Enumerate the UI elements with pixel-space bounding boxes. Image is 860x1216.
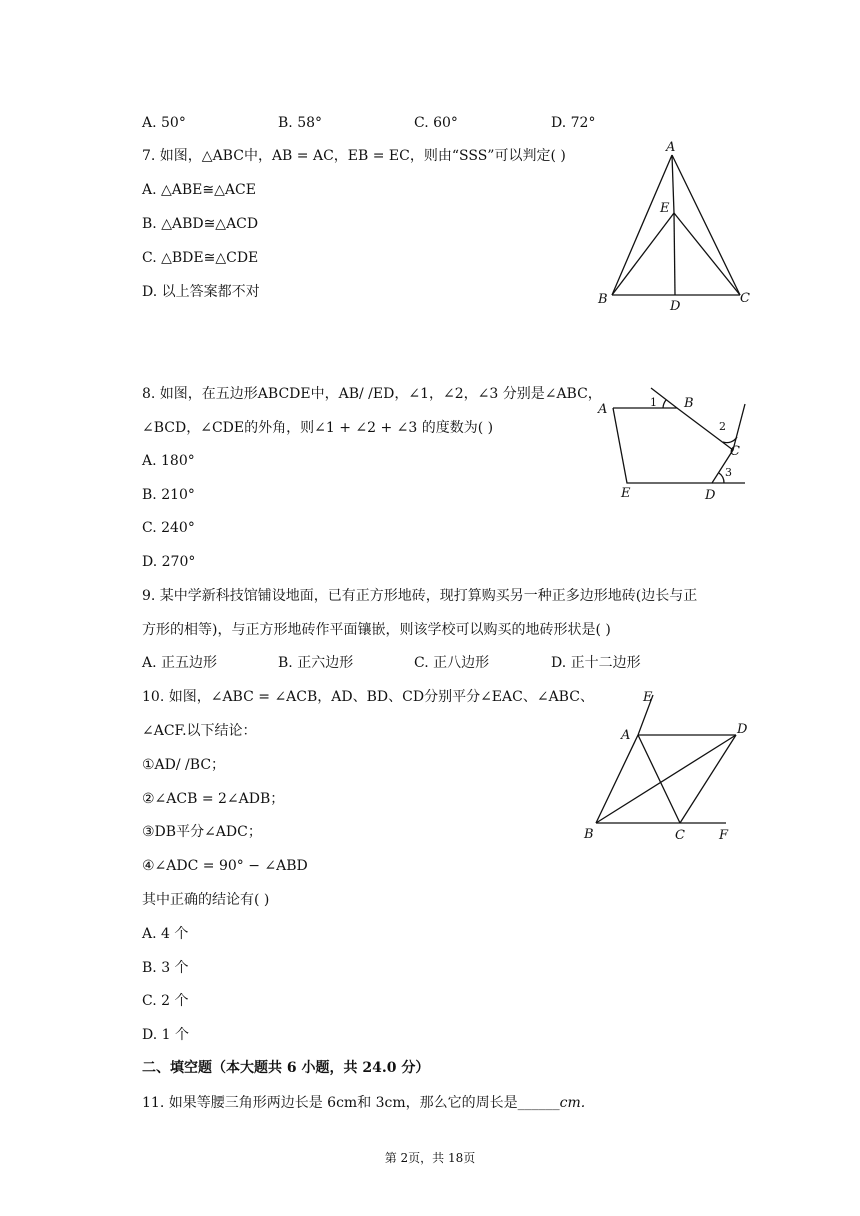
page-footer: 第 2页，共 18页	[384, 1151, 476, 1165]
q7-label-e: E	[660, 201, 670, 216]
q10-label-b: B	[584, 827, 594, 842]
q10-option-c: C. 2 个	[142, 993, 189, 1009]
q10-option-a: A. 4 个	[142, 926, 189, 942]
q9-option-a: A. 正五边形	[142, 655, 218, 671]
q6-option-c: C. 60°	[414, 115, 458, 131]
q11-suffix: cm.	[559, 1095, 586, 1111]
q10-label-f: F	[719, 828, 729, 843]
q7-label-a: A	[666, 140, 676, 155]
q8-label-a: A	[598, 402, 608, 417]
q8-label-e: E	[621, 486, 631, 501]
q10-conclusion-2: ②∠ACB = 2∠ADB；	[142, 791, 285, 807]
q7-option-d: D. 以上答案都不对	[142, 284, 260, 300]
q9-stem-line2: 方形的相等)，与正方形地砖作平面镶嵌，则该学校可以购买的地砖形状是( )	[142, 622, 611, 638]
q10-figure	[578, 685, 758, 845]
q8-stem-line1: 8. 如图，在五边形ABCDE中，AB/ /ED，∠1，∠2，∠3 分别是∠ABC，	[142, 386, 602, 402]
q11-blank: ______	[517, 1095, 560, 1111]
q7-option-b: B. △ABD≅△ACD	[142, 216, 259, 232]
q10-option-b: B. 3 个	[142, 960, 189, 976]
section-2-heading: 二、填空题（本大题共 6 小题，共 24.0 分）	[142, 1060, 430, 1076]
q7-label-c: C	[740, 291, 750, 306]
q9-option-b: B. 正六边形	[278, 655, 354, 671]
q9-option-d: D. 正十二边形	[551, 655, 641, 671]
q8-label-c: C	[730, 444, 740, 459]
q6-option-b: B. 58°	[278, 115, 323, 131]
q7-option-a: A. △ABE≅△ACE	[142, 182, 256, 198]
q10-conclusion-4: ④∠ADC = 90° − ∠ABD	[142, 858, 308, 874]
q10-label-e: E	[643, 690, 653, 705]
q11-stem	[142, 1093, 585, 1113]
q10-question: 其中正确的结论有( )	[142, 892, 270, 908]
q6-option-a: A. 50°	[142, 115, 186, 131]
q7-label-d: D	[670, 299, 681, 314]
q8-option-c: C. 240°	[142, 520, 195, 536]
q8-label-angle3: 3	[725, 466, 732, 479]
q8-label-b: B	[684, 396, 694, 411]
q7-option-c: C. △BDE≅△CDE	[142, 250, 259, 266]
q8-option-d: D. 270°	[142, 554, 196, 570]
q10-label-c: C	[675, 828, 685, 843]
q6-option-d: D. 72°	[551, 115, 596, 131]
q10-stem-line1: 10. 如图，∠ABC = ∠ACB，AD、BD、CD分别平分∠EAC、∠ABC、	[142, 689, 594, 705]
q10-label-d: D	[737, 722, 748, 737]
q8-pentagon-figure	[595, 380, 760, 505]
q7-triangle-figure	[590, 140, 760, 315]
q8-label-angle2: 2	[719, 420, 726, 433]
q10-conclusion-3: ③DB平分∠ADC；	[142, 824, 262, 840]
q11-prefix: 11. 如果等腰三角形两边长是 6cm和 3cm，那么它的周长是	[142, 1095, 518, 1111]
q8-label-d: D	[705, 488, 716, 503]
q10-conclusion-1: ①AD/ /BC；	[142, 757, 226, 773]
q9-stem-line1: 9. 某中学新科技馆铺设地面，已有正方形地砖，现打算购买另一种正多边形地砖(边长与正	[142, 588, 698, 604]
q8-option-a: A. 180°	[142, 453, 195, 469]
q10-label-a: A	[621, 728, 631, 743]
q10-option-d: D. 1 个	[142, 1027, 189, 1043]
q7-label-b: B	[598, 292, 608, 307]
q9-option-c: C. 正八边形	[414, 655, 490, 671]
q8-option-b: B. 210°	[142, 487, 195, 503]
q10-stem-line2: ∠ACF.以下结论：	[142, 723, 257, 739]
q7-stem: 7. 如图，△ABC中，AB = AC，EB = EC，则由“SSS”可以判定( )	[142, 148, 566, 164]
q8-stem-line2: ∠BCD，∠CDE的外角，则∠1 + ∠2 + ∠3 的度数为( )	[142, 420, 494, 436]
q8-label-angle1: 1	[650, 396, 657, 409]
